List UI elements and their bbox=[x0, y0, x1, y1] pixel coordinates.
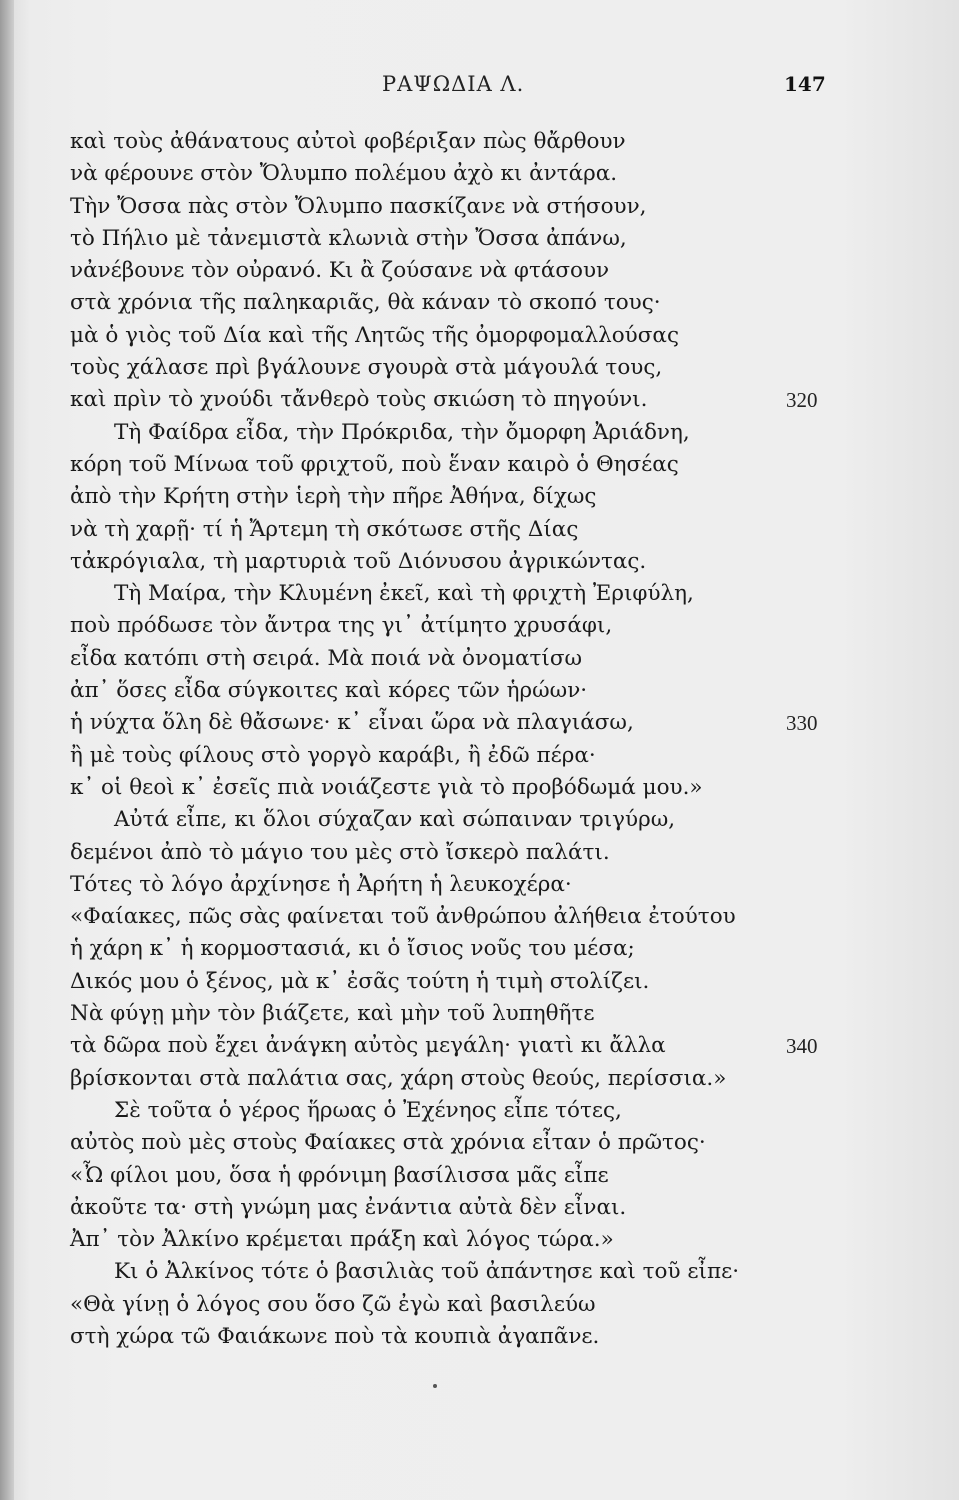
verse-text: Τότες τὸ λόγο ἀρχίνησε ἡ Ἀρήτη ἡ λευκοχέρα· bbox=[70, 871, 572, 897]
verse-line bbox=[70, 546, 830, 578]
verse-text: Τὴ Μαίρα, τὴν Κλυμένη ἐκεῖ, καὶ τὴ φριχτὴ Ἐριφύλη, bbox=[114, 581, 694, 607]
verse-line bbox=[70, 384, 830, 416]
verse-line bbox=[70, 1030, 830, 1062]
verse-line bbox=[70, 869, 830, 901]
verse-line bbox=[70, 287, 830, 319]
verse-text: δεμένοι ἀπὸ τὸ μάγιο του μὲς στὸ ἴσκερὸ παλάτι. bbox=[70, 839, 610, 865]
book-spine-shadow bbox=[0, 0, 14, 1500]
verse-text: «Φαίακες, πῶς σὰς φαίνεται τοῦ ἀνθρώπου ἀλήθεια ἐτούτου bbox=[70, 904, 736, 930]
verse-text: στὰ χρόνια τῆς παληκαριᾶς, θὰ κάναν τὸ σκοπό τους· bbox=[70, 290, 661, 316]
verse-line bbox=[70, 158, 830, 190]
verse-line bbox=[70, 707, 830, 739]
verse-text: Δικός μου ὁ ξένος, μὰ κ᾿ ἐσᾶς τούτη ἡ τιμὴ στολίζει. bbox=[70, 968, 650, 994]
verse-text: τἀκρόγιαλα, τὴ μαρτυριὰ τοῦ Διόνυσου ἀγρικώντας. bbox=[70, 548, 647, 574]
verse-text: τὸ Πήλιο μὲ τἀνεμιστὰ κλωνιὰ στὴν Ὄσσα ἀπάνω, bbox=[70, 225, 627, 251]
verse-line bbox=[70, 320, 830, 352]
verse-line bbox=[70, 481, 830, 513]
verse-text: βρίσκονται στὰ παλάτια σας, χάρη στοὺς θεούς, περίσσια.» bbox=[70, 1065, 727, 1091]
verse-line bbox=[70, 804, 830, 836]
verse-line bbox=[70, 1289, 830, 1321]
verse-text: ἀπὸ τὴν Κρήτη στὴν ἱερὴ τὴν πῆρε Ἀθήνα, δίχως bbox=[70, 484, 597, 510]
verse-text: αὐτὸς ποὺ μὲς στοὺς Φαίακες στὰ χρόνια εἶταν ὁ πρῶτος· bbox=[70, 1130, 706, 1156]
verse-line bbox=[70, 514, 830, 546]
verse-text: Αὐτά εἶπε, κι ὅλοι σύχαζαν καὶ σώπαιναν τριγύρω, bbox=[114, 807, 676, 833]
verse-text: εἶδα κατόπι στὴ σειρά. Μὰ ποιά νὰ ὀνοματίσω bbox=[70, 645, 583, 671]
verse-line bbox=[70, 998, 830, 1030]
verse-line bbox=[70, 1224, 830, 1256]
verse-line bbox=[70, 417, 830, 449]
verse-line bbox=[70, 966, 830, 998]
verse-text: κόρη τοῦ Μίνωα τοῦ φριχτοῦ, ποὺ ἕναν καιρὸ ὁ Θησέας bbox=[70, 451, 679, 477]
verse-text: καὶ τοὺς ἀθάνατους αὐτοὶ φοβέριξαν πὼς θἄρθουν bbox=[70, 129, 626, 154]
verse-text: κ᾿ οἱ θεοὶ κ᾿ ἐσεῖς πιὰ νοιάζεστε γιὰ τὸ προβόδωμά μου.» bbox=[70, 774, 703, 800]
line-number: 340 bbox=[786, 1034, 818, 1059]
verse-text: Νὰ φύγῃ μὴν τὸν βιάζετε, καὶ μὴν τοῦ λυπηθῆτε bbox=[70, 1001, 595, 1027]
verse-line bbox=[70, 610, 830, 642]
verse-line bbox=[70, 1256, 830, 1288]
verse-text: καὶ πρὶν τὸ χνούδι τἄνθερὸ τοὺς σκιώση τὸ πηγούνι. bbox=[70, 387, 648, 413]
verse-line bbox=[70, 1127, 830, 1159]
verse-line bbox=[70, 1321, 830, 1353]
verse-line bbox=[70, 1063, 830, 1095]
verse-line bbox=[70, 933, 830, 965]
verse-text: μὰ ὁ γιὸς τοῦ Δία καὶ τῆς Λητῶς τῆς ὀμορφομαλλούσας bbox=[70, 322, 679, 348]
verse-line bbox=[70, 675, 830, 707]
verse-text: Ἀπ᾿ τὸν Ἀλκίνο κρέμεται πράξη καὶ λόγος τώρα.» bbox=[70, 1227, 614, 1253]
verse-text: ἢ μὲ τοὺς φίλους στὸ γοργὸ καράβι, ἢ ἐδῶ πέρα· bbox=[70, 742, 596, 768]
poem-text-block bbox=[70, 126, 830, 1353]
verse-text: «Ὦ φίλοι μου, ὅσα ἡ φρόνιμη βασίλισσα μᾶς εἶπε bbox=[70, 1162, 609, 1188]
verse-line bbox=[70, 352, 830, 384]
verse-text: τὰ δῶρα ποὺ ἔχει ἀνάγκη αὐτὸς μεγάλη· γιατὶ κι ἄλλα bbox=[70, 1033, 666, 1059]
verse-text: Τὴ Φαίδρα εἶδα, τὴν Πρόκριδα, τὴν ὄμορφη Ἀριάδνη, bbox=[114, 419, 690, 445]
verse-line bbox=[70, 1160, 830, 1192]
verse-text: Τὴν Ὄσσα πὰς στὸν Ὄλυμπο πασκίζανε νὰ στήσουν, bbox=[70, 193, 647, 219]
verse-text: τοὺς χάλασε πρὶ βγάλουνε σγουρὰ στὰ μάγουλά τους, bbox=[70, 355, 663, 381]
verse-line bbox=[70, 223, 830, 255]
verse-line bbox=[70, 740, 830, 772]
verse-line bbox=[70, 1192, 830, 1224]
page-number: 147 bbox=[784, 72, 826, 96]
page-header bbox=[0, 72, 959, 102]
verse-line bbox=[70, 1095, 830, 1127]
running-title: ΡΑΨΩΔΙΑ Λ. bbox=[382, 72, 525, 96]
verse-line bbox=[70, 901, 830, 933]
verse-line bbox=[70, 126, 830, 158]
verse-line bbox=[70, 643, 830, 675]
verse-text: στὴ χώρα τῶ Φαιάκωνε ποὺ τὰ κουπιὰ ἀγαπᾶνε. bbox=[70, 1323, 600, 1349]
verse-text: Σὲ τοῦτα ὁ γέρος ἥρωας ὁ Ἐχένηος εἶπε τότες, bbox=[114, 1097, 622, 1123]
line-number: 330 bbox=[786, 711, 818, 736]
verse-text: νἀνέβουνε τὸν οὐρανό. Κι ἂ ζούσανε νὰ φτάσουν bbox=[70, 258, 610, 284]
verse-text: ἡ χάρη κ᾿ ἡ κορμοστασιά, κι ὁ ἴσιος νοῦς του μέσα; bbox=[70, 936, 635, 962]
verse-line bbox=[70, 255, 830, 287]
verse-line bbox=[70, 578, 830, 610]
verse-line bbox=[70, 449, 830, 481]
verse-line bbox=[70, 837, 830, 869]
verse-text: Κι ὁ Ἀλκίνος τότε ὁ βασιλιὰς τοῦ ἀπάντησε καὶ τοῦ εἶπε· bbox=[114, 1259, 740, 1285]
verse-text: ἀκοῦτε τα· στὴ γνώμη μας ἐνάντια αὐτὰ δὲν εἶναι. bbox=[70, 1194, 627, 1220]
verse-line bbox=[70, 772, 830, 804]
verse-text: ἀπ᾿ ὅσες εἶδα σύγκοιτες καὶ κόρες τῶν ἡρώων· bbox=[70, 678, 588, 704]
verse-line bbox=[70, 191, 830, 223]
verse-text: ἡ νύχτα ὅλη δὲ θἄσωνε· κ᾿ εἶναι ὥρα νὰ πλαγιάσω, bbox=[70, 710, 634, 736]
footer-mark bbox=[433, 1384, 437, 1388]
line-number: 320 bbox=[786, 388, 818, 413]
verse-text: ποὺ πρόδωσε τὸν ἄντρα της γι᾿ ἀτίμητο χρυσάφι, bbox=[70, 613, 613, 639]
verse-text: νὰ τὴ χαρῇ· τί ἡ Ἄρτεμη τὴ σκότωσε στῆς Δίας bbox=[70, 516, 579, 542]
verse-text: νὰ φέρουνε στὸν Ὄλυμπο πολέμου ἀχὸ κι ἀντάρα. bbox=[70, 161, 618, 187]
verse-text: «Θὰ γίνῃ ὁ λόγος σου ὅσο ζῶ ἐγὼ καὶ βασιλεύω bbox=[70, 1291, 596, 1317]
